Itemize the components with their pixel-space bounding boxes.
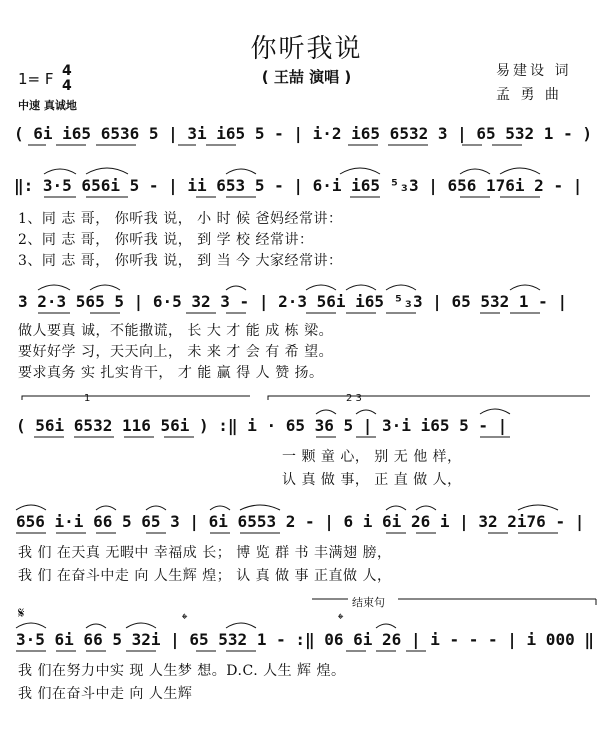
volta-2-label: 2 3 xyxy=(346,393,362,404)
lyrics-row-3-verse-1: 做人要真 诚，不能撒谎， 长 大 才 能 成 栋 梁。 xyxy=(18,323,334,339)
notation-row-5: 656 i·i 66 5 65 3 | 6i 6553 2 - | 6 i 6i 26 i | 32 2i76 - | xyxy=(16,512,585,531)
notation-row-4: ( 56i 6532 116 56i ) :‖ i · 65 36 5 | 3·i i65 5 - | xyxy=(16,416,508,435)
composer-credit: 孟 勇 曲 xyxy=(496,87,562,103)
coda-icon: 𝄌 xyxy=(182,610,188,628)
lyrics-row-6-line-2: 我 们在奋斗中走 向 人生辉 xyxy=(18,686,193,702)
lyrics-row-5-line-1: 我 们 在天真 无暇中 幸福成 长； 博 览 群 书 丰满翅 膀， xyxy=(18,545,392,561)
notation-row-6: 3·5 6i 66 5 32i | 65 532 1 - :‖ 06 6i 26 | i - - - | i 000 ‖ xyxy=(16,630,594,649)
lyrics-row-2-verse-3: 3、同 志 哥， 你听我 说， 到 当 今 大家经常讲： xyxy=(18,253,343,269)
lyricist-credit: 易建设 词 xyxy=(496,63,572,79)
notation-row-2: ‖: 3·5 656i 5 - | ii 653 5 - | 6·i i65 ⁵₃3 | 656 176i 2 - | xyxy=(14,176,583,195)
tempo-marking: 中速 真诚地 xyxy=(18,99,77,112)
lyrics-row-6-line-1: 我 们在努力中实 现 人生梦 想。D.C. 人生 辉 煌。 xyxy=(18,663,346,679)
key-signature: 1= F xyxy=(18,70,54,88)
notation-row-1: ( 6i i65 6536 5 | 3i i65 5 - | i·2 i65 6532 3 | 65 532 1 - ) xyxy=(14,124,592,143)
lyrics-row-2-verse-2: 2、同 志 哥， 你听我 说， 到 学 校 经常讲： xyxy=(18,232,314,248)
lyrics-row-2-verse-1: 1、同 志 哥， 你听我 说， 小 时 候 爸妈经常讲： xyxy=(18,211,343,227)
segno-icon: 𝄋 xyxy=(18,604,25,622)
performer-subtitle: ( 王喆 演唱 ) xyxy=(261,68,352,86)
volta-1-label: 1 xyxy=(84,393,91,404)
ending-label: 结束句 xyxy=(352,596,385,609)
lyrics-row-4-line-2: 认 真 做 事， 正 直 做 人， xyxy=(282,472,462,488)
time-sig-denominator: 4 xyxy=(62,78,72,94)
lyrics-row-3-verse-3: 要求真务 实 扎实肯干， 才 能 赢 得 人 赞 扬。 xyxy=(18,365,324,381)
coda-icon-2: 𝄌 xyxy=(338,610,344,628)
notation-row-3: 3 2·3 565 5 | 6·5 32 3 - | 2·3 56i i65 ⁵₃3 | 65 532 1 - | xyxy=(18,292,568,311)
lyrics-row-4-line-1: 一 颗 童 心， 别 无 他 样， xyxy=(282,449,462,465)
lyrics-row-3-verse-2: 要好好学 习，天天向上， 未 来 才 会 有 希 望。 xyxy=(18,344,334,360)
lyrics-row-5-line-2: 我 们 在奋斗中走 向 人生辉 煌； 认 真 做 事 正直做 人， xyxy=(18,568,392,584)
time-sig-numerator: 4 xyxy=(62,63,72,79)
song-title: 你听我说 xyxy=(250,34,363,64)
